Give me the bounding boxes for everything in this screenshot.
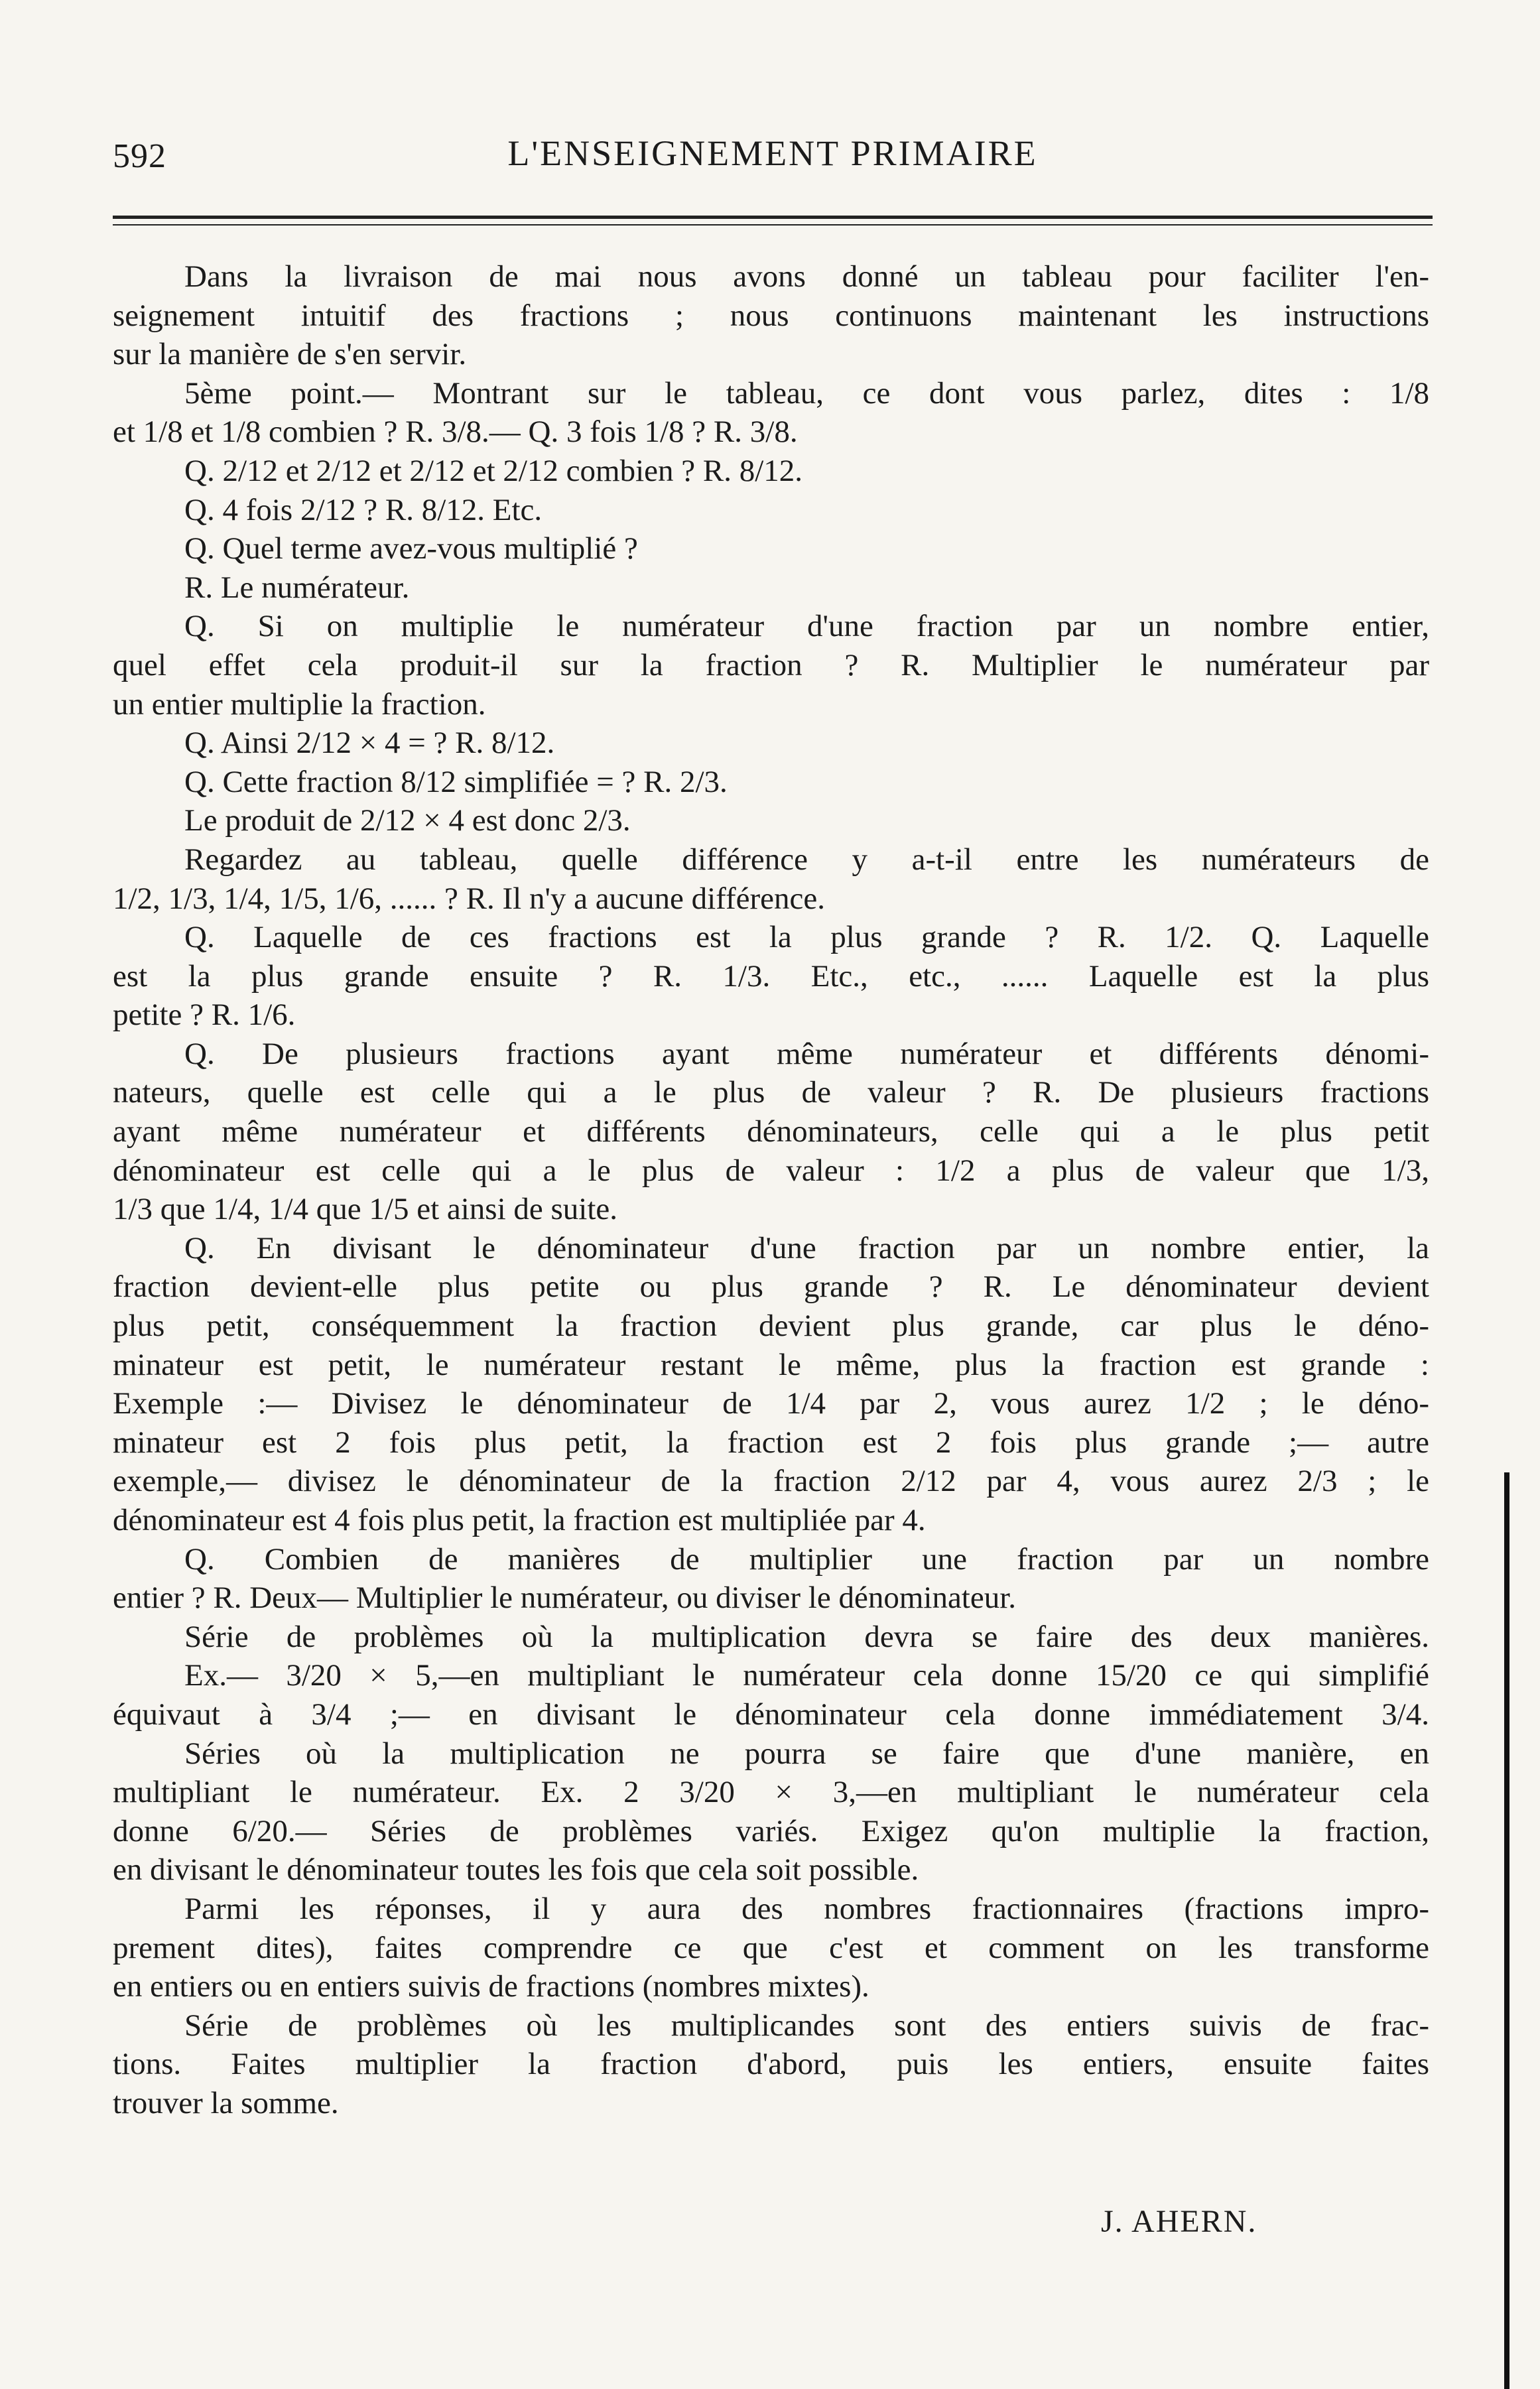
text-line: minateur est 2 fois plus petit, la fraction est 2 fois plus grande ;— autre bbox=[113, 1425, 1429, 1460]
text-line: quel effet cela produit-il sur la fraction ? R. Multiplier le numérateur par bbox=[113, 647, 1429, 682]
text-line: multipliant le numérateur. Ex. 2 3/20 × 3,—en multipliant le numérateur cela bbox=[113, 1775, 1429, 1810]
text-line: plus petit, conséquemment la fraction devient plus grande, car plus le déno- bbox=[113, 1309, 1429, 1344]
text-line: en entiers ou en entiers suivis de fractions (nombres mixtes). bbox=[113, 1969, 869, 2004]
text-line: Q. Ainsi 2/12 × 4 = ? R. 8/12. bbox=[184, 726, 555, 761]
text-line: Q. Laquelle de ces fractions est la plus grande ? R. 1/2. Q. Laquelle bbox=[184, 920, 1429, 955]
text-line: Q. 2/12 et 2/12 et 2/12 et 2/12 combien ? R. 8/12. bbox=[184, 453, 803, 488]
text-line: 1/2, 1/3, 1/4, 1/5, 1/6, ...... ? R. Il n'y a aucune différence. bbox=[113, 881, 825, 916]
text-line: un entier multiplie la fraction. bbox=[113, 686, 486, 722]
text-line: petite ? R. 1/6. bbox=[113, 998, 296, 1033]
text-line: 1/3 que 1/4, 1/4 que 1/5 et ainsi de suite. bbox=[113, 1192, 618, 1227]
text-line: R. Le numérateur. bbox=[184, 570, 410, 605]
text-line: Q. De plusieurs fractions ayant même numérateur et différents dénomi- bbox=[184, 1036, 1429, 1071]
text-line: sur la manière de s'en servir. bbox=[113, 337, 467, 372]
text-line: Séries où la multiplication ne pourra se faire que d'une manière, en bbox=[184, 1736, 1429, 1771]
text-line: Q. Cette fraction 8/12 simplifiée = ? R. 2/3. bbox=[184, 764, 728, 799]
text-line: Q. Combien de manières de multiplier une fraction par un nombre bbox=[184, 1541, 1429, 1577]
text-line: et 1/8 et 1/8 combien ? R. 3/8.— Q. 3 fois 1/8 ? R. 3/8. bbox=[113, 415, 798, 450]
text-line: Parmi les réponses, il y aura des nombres fractionnaires (fractions impro- bbox=[184, 1891, 1429, 1926]
text-line: fraction devient-elle plus petite ou plus grande ? R. Le dénominateur devient bbox=[113, 1269, 1429, 1305]
text-line: Série de problèmes où la multiplication devra se faire des deux manières. bbox=[184, 1619, 1429, 1654]
header-rule-thick bbox=[113, 216, 1433, 219]
text-line: tions. Faites multiplier la fraction d'abord, puis les entiers, ensuite faites bbox=[113, 2047, 1429, 2082]
text-line: en divisant le dénominateur toutes les fois que cela soit possible. bbox=[113, 1852, 919, 1888]
text-line: Q. 4 fois 2/12 ? R. 8/12. Etc. bbox=[184, 492, 543, 527]
text-line: Dans la livraison de mai nous avons donné un tableau pour faciliter l'en- bbox=[184, 259, 1429, 294]
text-line: Ex.— 3/20 × 5,—en multipliant le numérateur cela donne 15/20 ce qui simplifié bbox=[184, 1658, 1429, 1693]
text-line: Q. En divisant le dénominateur d'une fraction par un nombre entier, la bbox=[184, 1230, 1429, 1265]
text-line: seignement intuitif des fractions ; nous continuons maintenant les instructions bbox=[113, 298, 1429, 333]
text-line: dénominateur est celle qui a le plus de valeur : 1/2 a plus de valeur que 1/3, bbox=[113, 1153, 1429, 1188]
page-number: 592 bbox=[113, 137, 166, 175]
text-line: Le produit de 2/12 × 4 est donc 2/3. bbox=[184, 803, 631, 838]
header-rule-thin bbox=[113, 224, 1433, 226]
text-line: minateur est petit, le numérateur restant le même, plus la fraction est grande : bbox=[113, 1347, 1429, 1382]
text-line: nateurs, quelle est celle qui a le plus de valeur ? R. De plusieurs fractions bbox=[113, 1075, 1429, 1110]
text-line: Série de problèmes où les multiplicandes sont des entiers suivis de frac- bbox=[184, 2008, 1429, 2043]
author-signature: J. AHERN. bbox=[1101, 2204, 1257, 2239]
text-line: est la plus grande ensuite ? R. 1/3. Etc., etc., ...... Laquelle est la plus bbox=[113, 958, 1429, 994]
text-line: Q. Quel terme avez-vous multiplié ? bbox=[184, 531, 638, 566]
article-body bbox=[113, 257, 1429, 2123]
text-line: entier ? R. Deux— Multiplier le numérateur, ou diviser le dénominateur. bbox=[113, 1581, 1017, 1616]
text-line: prement dites), faites comprendre ce que c'est et comment on les transforme bbox=[113, 1930, 1429, 1965]
text-line: 5ème point.— Montrant sur le tableau, ce dont vous parlez, dites : 1/8 bbox=[184, 375, 1429, 411]
text-line: exemple,— divisez le dénominateur de la fraction 2/12 par 4, vous aurez 2/3 ; le bbox=[113, 1464, 1429, 1499]
text-line: équivaut à 3/4 ;— en divisant le dénominateur cela donne immédiatement 3/4. bbox=[113, 1697, 1429, 1732]
text-line: dénominateur est 4 fois plus petit, la fraction est multipliée par 4. bbox=[113, 1503, 926, 1537]
text-line: trouver la somme. bbox=[113, 2085, 339, 2120]
text-line: ayant même numérateur et différents dénominateurs, celle qui a le plus petit bbox=[113, 1114, 1429, 1149]
text-line: donne 6/20.— Séries de problèmes variés. Exigez qu'on multiplie la fraction, bbox=[113, 1813, 1429, 1848]
page-header bbox=[113, 133, 1433, 192]
running-title: L'ENSEIGNEMENT PRIMAIRE bbox=[507, 133, 1038, 173]
text-line: Regardez au tableau, quelle différence y a-t-il entre les numérateurs de bbox=[184, 842, 1429, 877]
text-line: Exemple :— Divisez le dénominateur de 1/4 par 2, vous aurez 1/2 ; le déno- bbox=[113, 1386, 1429, 1421]
text-line: Q. Si on multiplie le numérateur d'une fraction par un nombre entier, bbox=[184, 609, 1429, 644]
page-edge-shadow bbox=[1504, 1472, 1509, 2389]
